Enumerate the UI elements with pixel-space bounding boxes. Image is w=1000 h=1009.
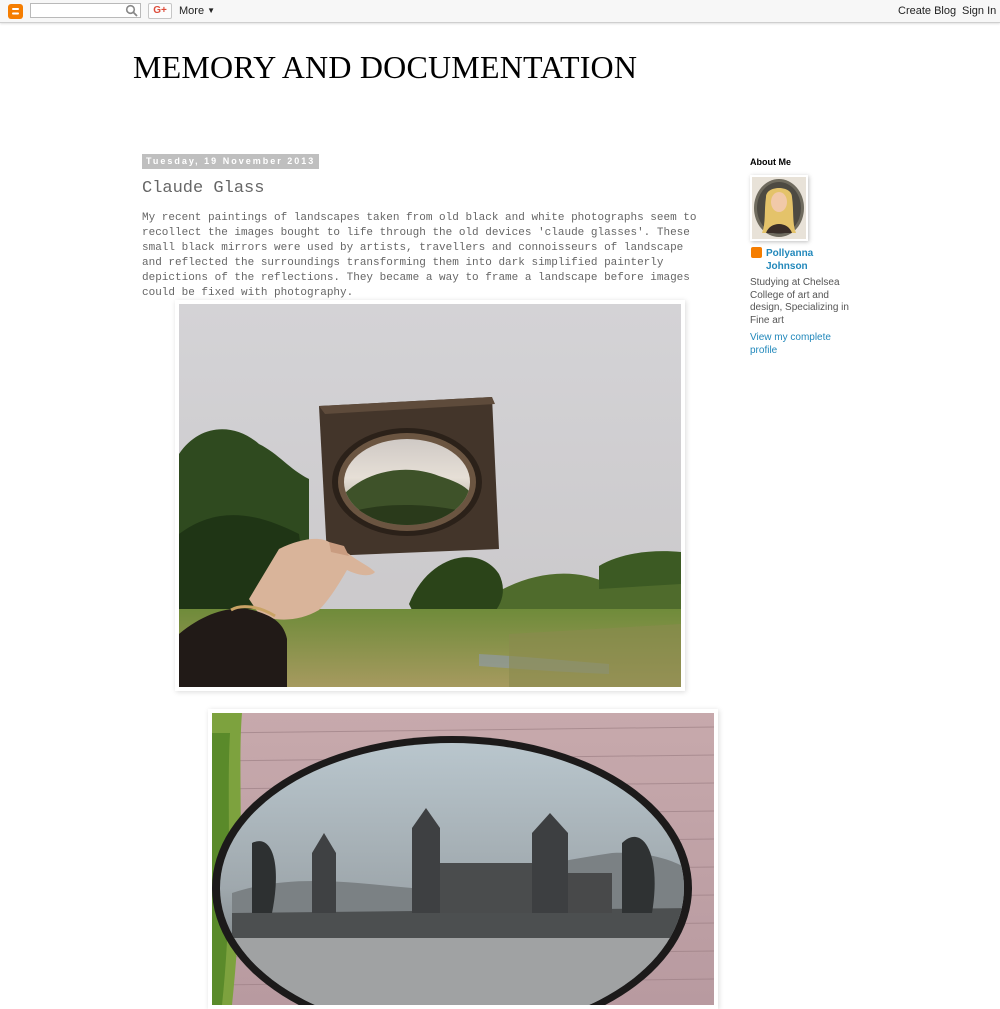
create-blog-link[interactable]: Create Blog xyxy=(898,5,957,17)
post-image-claude-glass-landscape[interactable] xyxy=(175,300,685,691)
blogger-icon[interactable] xyxy=(8,4,23,19)
blog-title[interactable]: MEMORY AND DOCUMENTATION xyxy=(133,49,638,85)
profile-name-link[interactable]: Pollyanna Johnson xyxy=(766,248,814,272)
more-menu[interactable] xyxy=(179,4,215,18)
post-body: My recent paintings of landscapes taken from old black and white photographs seem to recollect the images bought to life through the old devices 'claude glasses'. These small black mirrors were used by artists, travellers and connoisseurs of landscape and reflected the surroundings transforming them into dark simplified painterly depictions of the reflections. They became a way to frame a landscape before images could be fixed with photography. xyxy=(142,212,697,299)
post-date-header: Tuesday, 19 November 2013 xyxy=(142,154,319,169)
sign-in-link[interactable]: Sign In xyxy=(962,5,997,17)
blogger-profile-icon xyxy=(751,247,762,258)
profile-avatar[interactable] xyxy=(750,175,808,241)
sidebar-heading-about-me: About Me xyxy=(750,157,791,167)
caret-down-icon: ▼ xyxy=(207,6,215,15)
google-plus-button[interactable]: G+ xyxy=(148,3,172,19)
blogger-navbar xyxy=(0,0,1000,23)
profile-description: Studying at Chelsea College of art and design, Specializing in Fine art xyxy=(750,277,849,326)
post-image-claude-glass-abbey-reflection[interactable] xyxy=(208,709,718,1009)
search-icon[interactable] xyxy=(125,4,139,18)
post-title[interactable]: Claude Glass xyxy=(142,179,265,198)
view-complete-profile-link[interactable]: View my complete profile xyxy=(750,332,831,356)
more-label: More xyxy=(179,5,205,17)
